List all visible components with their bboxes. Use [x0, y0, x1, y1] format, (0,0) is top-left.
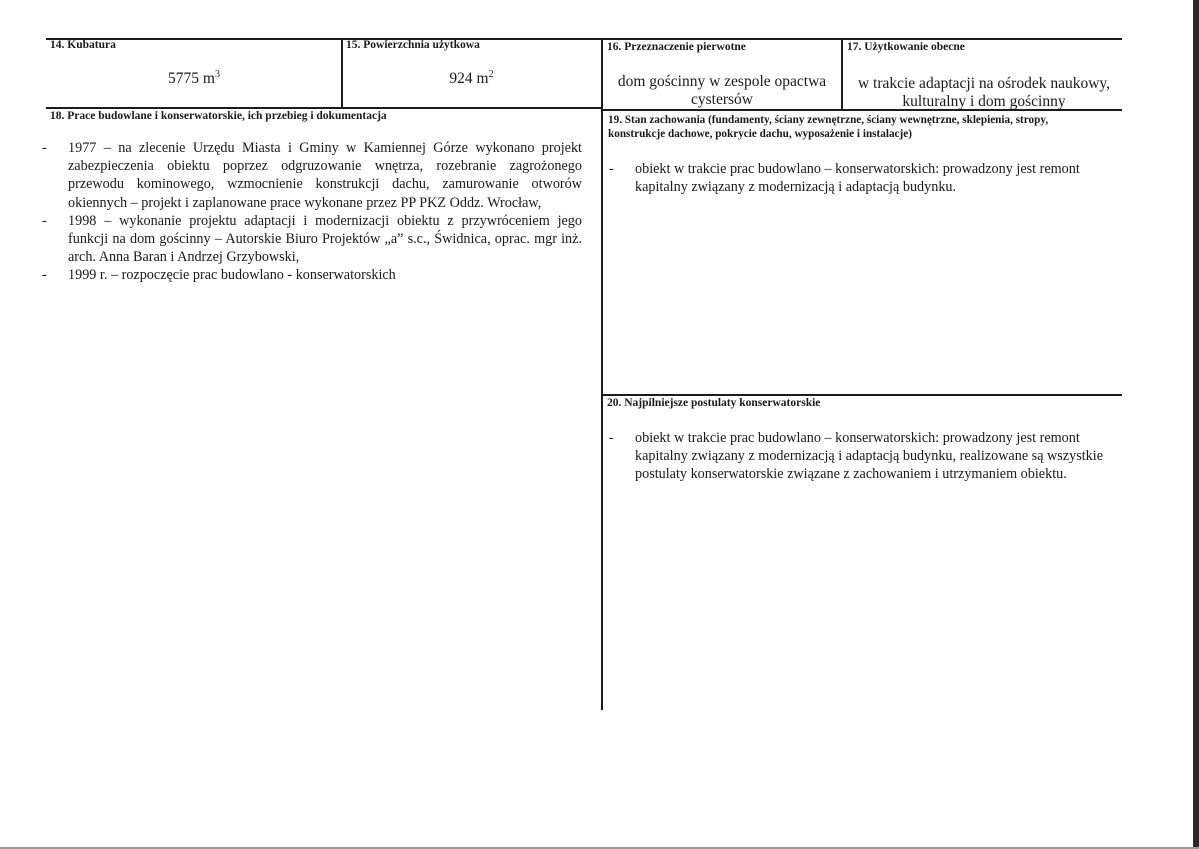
list-item	[42, 266, 582, 284]
field-17-label: 17. Użytkowanie obecne	[847, 41, 965, 53]
list-item-text: obiekt w trakcie prac budowlano – konserwatorskich: prowadzony jest remont kapitalny związany z modernizacją i adaptacją budynku, realizowane są wszystkie postulaty konserwatorskie związane z zachowaniem i utrzymaniem obiektu.	[635, 430, 1103, 483]
list-item	[609, 429, 1119, 484]
field-14-unit-exponent: 3	[214, 69, 220, 80]
section-20-rule	[602, 394, 1122, 396]
list-bullet: -	[609, 430, 614, 446]
field-16-label: 16. Przeznaczenie pierwotne	[607, 41, 746, 53]
list-item	[42, 139, 582, 212]
field-20-list	[609, 429, 1119, 484]
field-14-label: 14. Kubatura	[50, 39, 116, 51]
field-15-unit-exponent: 2	[488, 69, 494, 80]
field-17-value: w trakcie adaptacji na ośrodek naukowy, kulturalny i dom gościnny	[857, 75, 1111, 110]
list-item-text: 1998 – wykonanie projektu adaptacji i modernizacji obiektu z przywróceniem jego funkcji na dom gościnny – Autorskie Biuro Projektów „a” s.c., Świdnica, oprac. mgr inż. arch. Anna Baran i Andrzej Grzybowski,	[68, 212, 582, 266]
field-18-list	[42, 139, 582, 285]
field-19-list	[609, 160, 1119, 196]
field-16-value: dom gościnny w zespole opactwa cystersów	[617, 73, 827, 108]
list-bullet: -	[609, 161, 614, 177]
list-bullet: -	[42, 212, 47, 229]
field-15-value-text: 924 m	[449, 70, 489, 88]
column-divider-main	[601, 38, 603, 710]
field-15-value	[342, 66, 601, 88]
list-item-text: obiekt w trakcie prac budowlano – konserwatorskich: prowadzony jest remont kapitalny związany z modernizacją i adaptacją budynku.	[635, 161, 1080, 196]
list-item-text: 1977 – na zlecenie Urzędu Miasta i Gminy w Kamiennej Górze wykonano projekt zabezpieczenia obiektu poprzez odgruzowanie wnętrza, rozebranie zagrożonego przewodu kominowego, wzmocnienie konstrukcji dachu, zamurowanie otworów okiennych – projekt i zaplanowane prace wykonane przez PP PKZ Oddz. Wrocław,	[68, 140, 582, 211]
list-item	[609, 160, 1119, 196]
list-item	[42, 212, 582, 267]
field-18-label: 18. Prace budowlane i konserwatorskie, ich przebieg i dokumentacja	[50, 110, 387, 122]
list-item-text: 1999 r. – rozpoczęcie prac budowlano - konserwatorskich	[68, 267, 396, 284]
field-14-value-text: 5775 m	[168, 70, 215, 88]
row-divider-left	[46, 107, 602, 109]
field-19-label: 19. Stan zachowania (fundamenty, ściany zewnętrzne, ściany wewnętrzne, sklepienia, stropy, konstrukcje dachowe, pokrycie dachu, wyposażenie i instalacje)	[608, 114, 1049, 140]
scan-edge-shadow	[1193, 0, 1199, 849]
column-divider-16-17	[841, 38, 843, 109]
field-15-label: 15. Powierzchnia użytkowa	[346, 39, 480, 51]
top-rule	[46, 38, 1122, 40]
field-20-label: 20. Najpilniejsze postulaty konserwatorskie	[607, 397, 821, 409]
list-bullet: -	[42, 267, 47, 284]
field-14-value	[46, 66, 342, 88]
list-bullet: -	[42, 140, 47, 156]
